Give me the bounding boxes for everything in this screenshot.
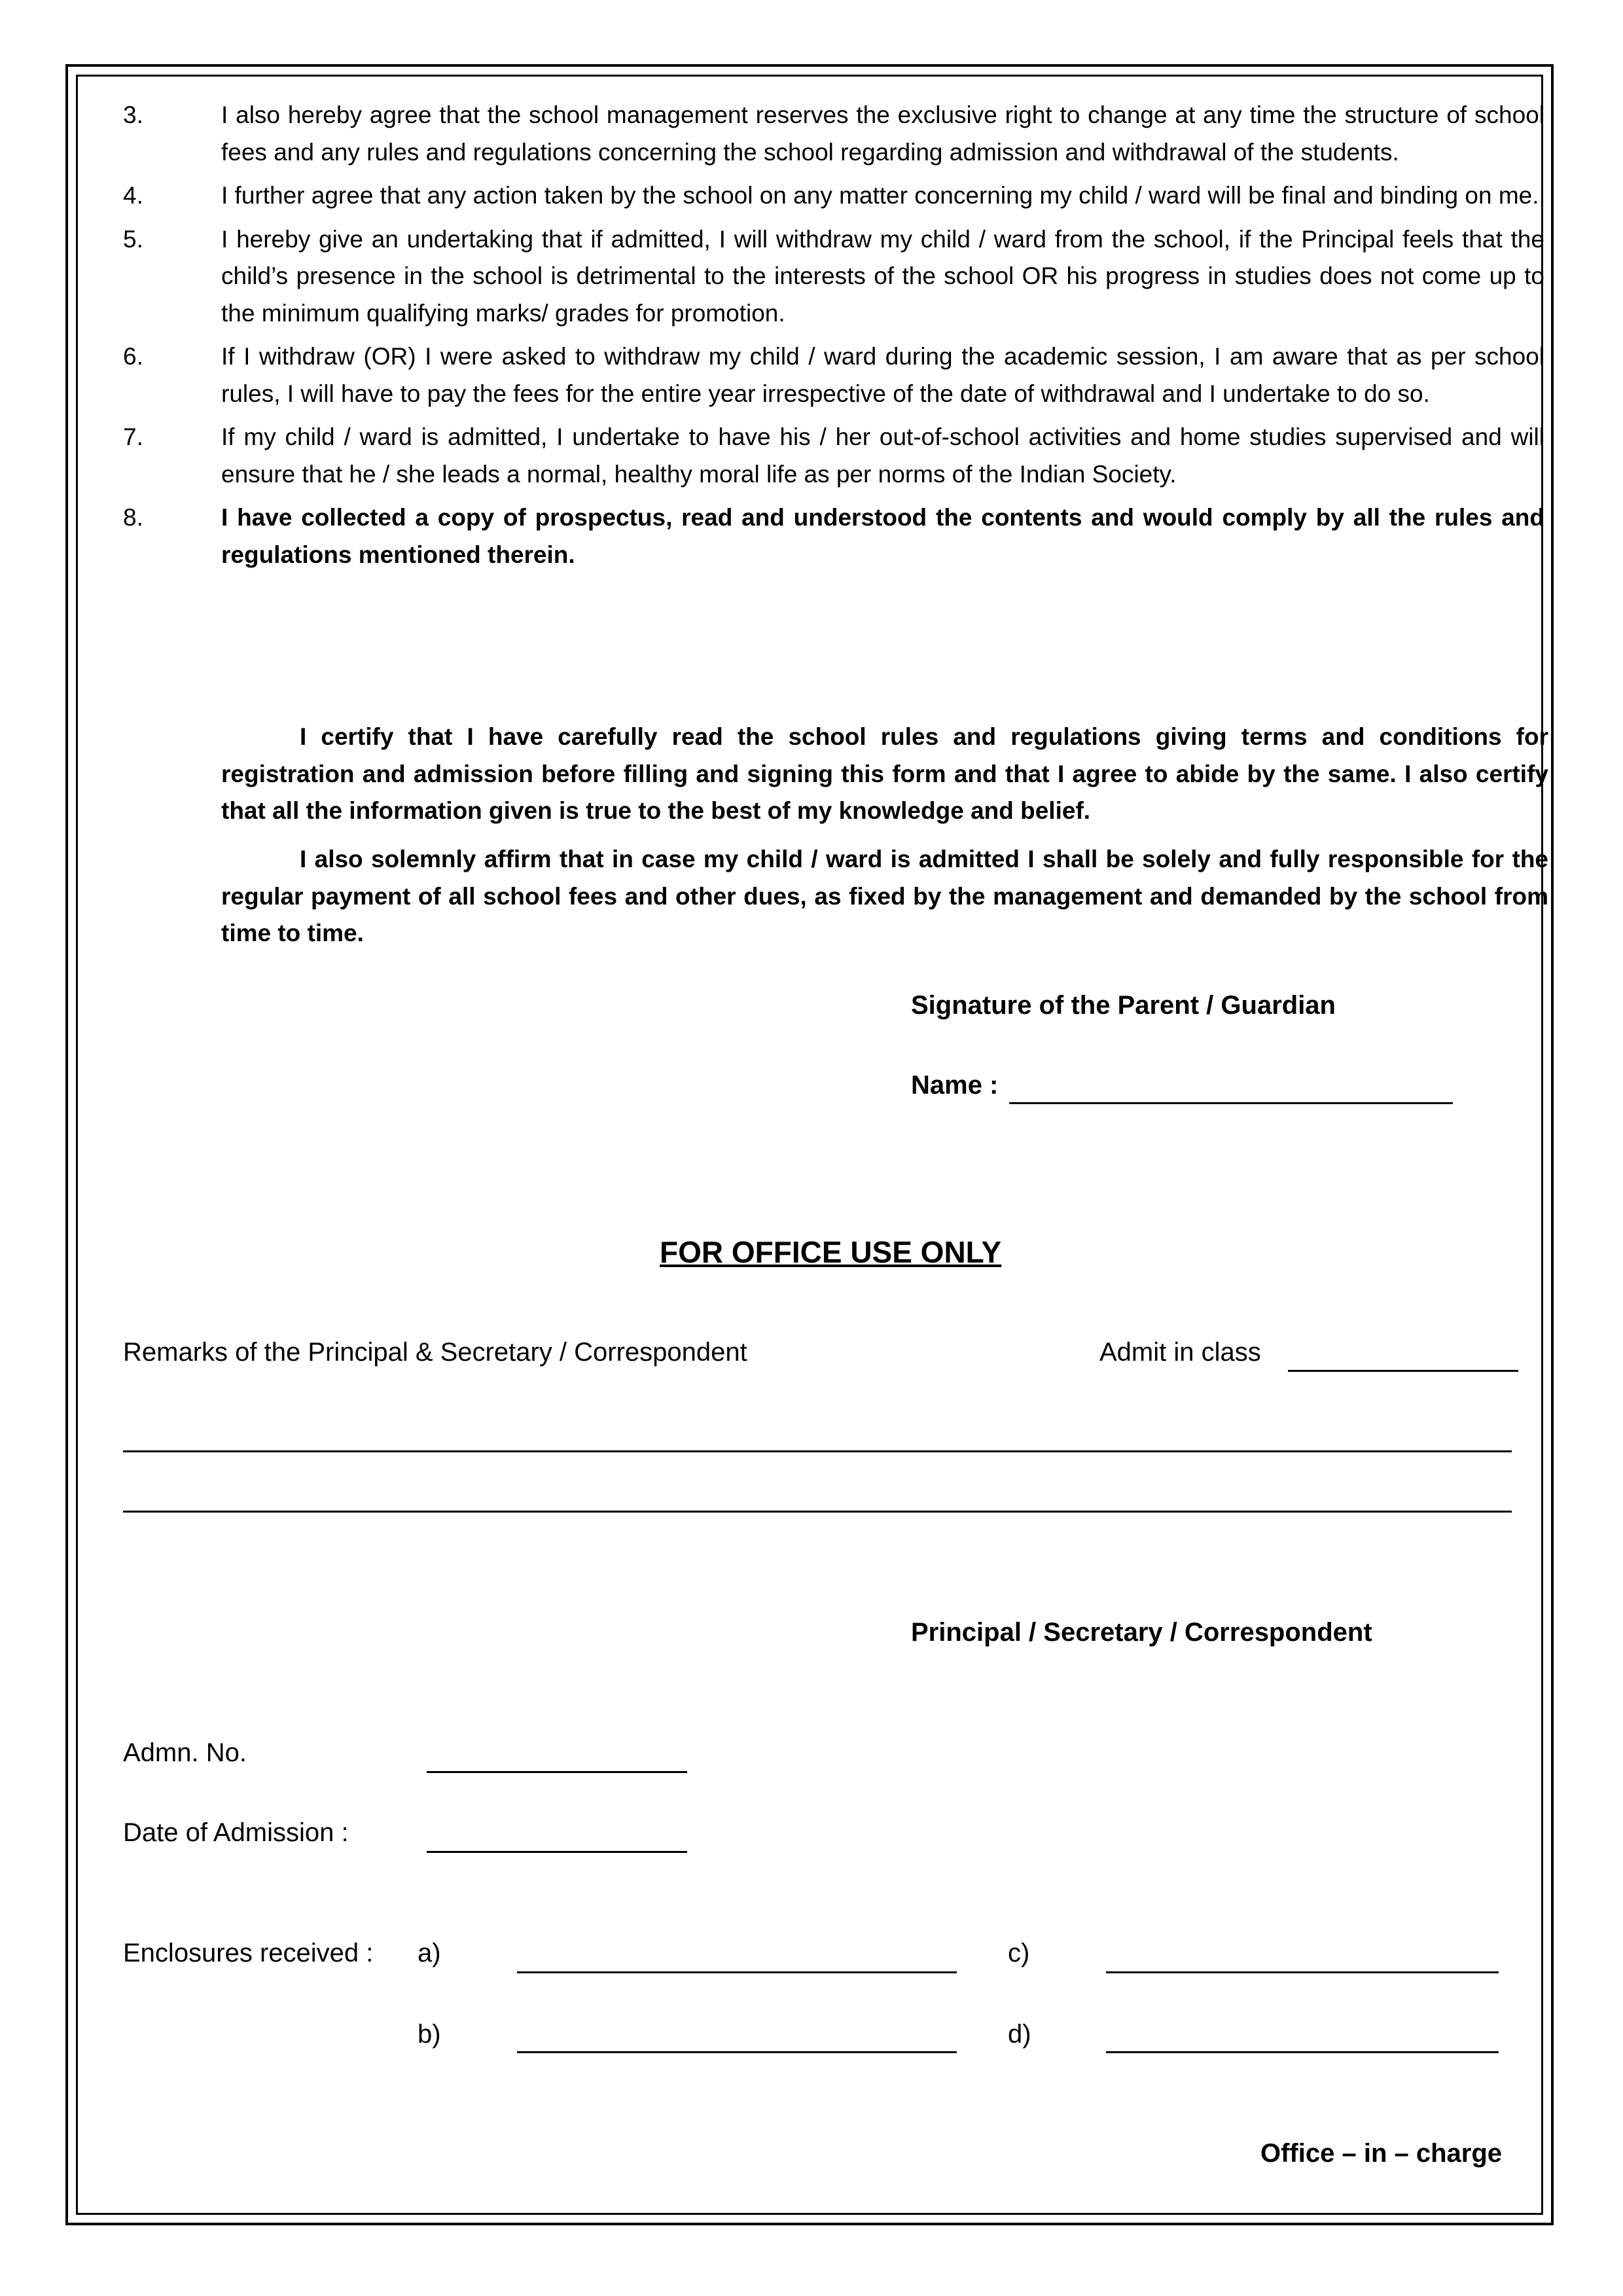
office-in-charge-label: Office – in – charge bbox=[1260, 2139, 1503, 2168]
declaration-item bbox=[123, 419, 1548, 493]
enclosure-b-input-line[interactable] bbox=[517, 2051, 957, 2053]
certify-paragraph: I certify that I have carefully read the school rules and regulations giving terms and conditions for registration and admission before filling and signing this form and that I agree to abide by the same. I also certify that all the information given is true to the best of my knowledge and belief. bbox=[221, 723, 1548, 824]
item-text: I also hereby agree that the school management reserves the exclusive right to change at any time the structure of school fees and any rules and regulations concerning the school regarding admission and withdrawal of the students. bbox=[221, 101, 1544, 166]
declaration-item bbox=[123, 221, 1548, 332]
affirm-paragraph: I also solemnly affirm that in case my child / ward is admitted I shall be solely and fully responsible for the regular payment of all school fees and other dues, as fixed by the management and demanded by the school from time to time. bbox=[221, 846, 1548, 946]
enclosure-a-label: a) bbox=[418, 1939, 441, 1967]
item-number: 5. bbox=[123, 225, 143, 253]
item-text: If my child / ward is admitted, I undertake to have his / her out-of-school activities and home studies supervised and will ensure that he / she leads a normal, healthy moral life as per norms of the Indian Society. bbox=[221, 423, 1544, 488]
enclosure-d-label: d) bbox=[1008, 2020, 1031, 2049]
office-use-heading: FOR OFFICE USE ONLY bbox=[660, 1235, 1002, 1269]
enclosure-c-input-line[interactable] bbox=[1106, 1971, 1499, 1973]
date-of-admission-input-line[interactable] bbox=[427, 1851, 687, 1853]
date-of-admission-label: Date of Admission : bbox=[123, 1818, 349, 1847]
remarks-line-2[interactable] bbox=[123, 1511, 1512, 1513]
enclosure-c-label: c) bbox=[1008, 1939, 1030, 1967]
enclosure-a-input-line[interactable] bbox=[517, 1971, 957, 1973]
item-text: I have collected a copy of prospectus, read and understood the contents and would comply by all the rules and regulations mentioned therein. bbox=[221, 504, 1544, 568]
item-number: 3. bbox=[123, 101, 143, 128]
admn-no-input-line[interactable] bbox=[427, 1771, 687, 1773]
admit-class-input-line[interactable] bbox=[1288, 1370, 1518, 1372]
name-label: Name : bbox=[911, 1071, 999, 1100]
enclosure-b-label: b) bbox=[418, 2020, 441, 2049]
declaration-item bbox=[123, 177, 1548, 215]
admit-class-label: Admit in class bbox=[1099, 1338, 1261, 1367]
item-number: 4. bbox=[123, 182, 143, 209]
remarks-line-1[interactable] bbox=[123, 1450, 1512, 1452]
declarations-list bbox=[123, 97, 1548, 580]
declaration-item bbox=[123, 338, 1548, 412]
remarks-label: Remarks of the Principal & Secretary / Correspondent bbox=[123, 1338, 747, 1367]
enclosures-label: Enclosures received : bbox=[123, 1939, 374, 1967]
signature-label: Signature of the Parent / Guardian bbox=[911, 991, 1336, 1020]
item-number: 6. bbox=[123, 343, 143, 370]
item-text: If I withdraw (OR) I were asked to withdraw my child / ward during the academic session, I am aware that as per school rules, I will have to pay the fees for the entire year irrespective of the date of withdrawal and I undertake to do so. bbox=[221, 343, 1544, 407]
name-input-line[interactable] bbox=[1009, 1102, 1453, 1104]
item-text: I hereby give an undertaking that if admitted, I will withdraw my child / ward from the school, if the Principal feels that the child’s presence in the school is detrimental to the interests of the school OR his progress in studies does not come up to the minimum qualifying marks/ grades for promotion. bbox=[221, 225, 1544, 327]
admn-no-label: Admn. No. bbox=[123, 1738, 247, 1767]
item-text: I further agree that any action taken by the school on any matter concerning my child / ward will be final and binding on me. bbox=[221, 182, 1539, 209]
enclosure-d-input-line[interactable] bbox=[1106, 2051, 1499, 2053]
declaration-item bbox=[123, 499, 1548, 573]
declaration-item bbox=[123, 97, 1548, 171]
item-number: 8. bbox=[123, 504, 143, 531]
item-number: 7. bbox=[123, 423, 143, 450]
principal-signature-label: Principal / Secretary / Correspondent bbox=[911, 1618, 1372, 1647]
